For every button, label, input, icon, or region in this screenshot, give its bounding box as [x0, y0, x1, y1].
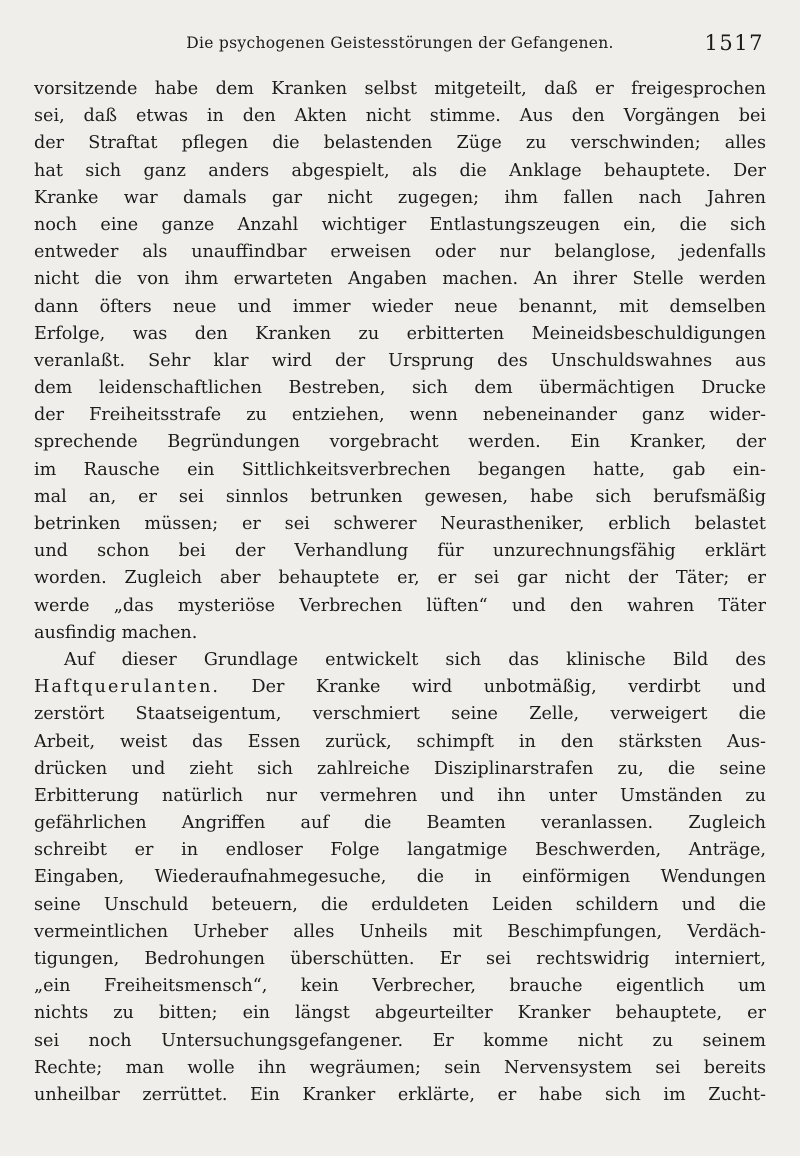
- text-line: Auf dieser Grundlage entwickelt sich das klinische Bild des: [64, 649, 766, 670]
- running-title: Die psychogenen Geistesstörungen der Gefangenen.: [186, 34, 614, 52]
- running-head: [34, 30, 766, 60]
- text-line: Eingaben, Wiederaufnahmegesuche, die in einförmigen Wendungen: [34, 867, 766, 888]
- text-line: entweder als unauffindbar erweisen oder nur belanglose, jedenfalls: [34, 242, 766, 263]
- text-line: im Rausche ein Sittlichkeitsverbrechen begangen hatte, gab ein-: [34, 459, 766, 480]
- text-line: „ein Freiheitsmensch“, kein Verbrecher, brauche eigentlich um: [34, 976, 766, 997]
- text-line: [34, 674, 766, 701]
- text-line: Erbitterung natürlich nur vermehren und ihn unter Umständen zu: [34, 785, 766, 806]
- text-line: Erfolge, was den Kranken zu erbitterten Meineidsbeschuldigungen: [34, 323, 766, 344]
- text-line: tigungen, Bedrohungen überschütten. Er sei rechtswidrig interniert,: [34, 949, 766, 969]
- text-line: werde „das mysteriöse Verbrechen lüften“ und den wahren Täter: [34, 595, 766, 616]
- text-line: schreibt er in endloser Folge langatmige Beschwerden, Anträge,: [34, 840, 766, 861]
- text-line: drücken und zieht sich zahlreiche Disziplinarstrafen zu, die seine: [34, 758, 766, 779]
- text-line: hat sich ganz anders abgespielt, als die Anklage behauptete. Der: [34, 160, 766, 181]
- text-line: betrinken müssen; er sei schwerer Neurastheniker, erblich belastet: [34, 514, 766, 534]
- text-line: sei noch Untersuchungsgefangener. Er komme nicht zu seinem: [34, 1030, 766, 1051]
- text-line: ausfindig machen.: [34, 622, 198, 643]
- spaced-term: Haftquerulanten.: [34, 677, 221, 698]
- text-line: Arbeit, weist das Essen zurück, schimpft in den stärksten Aus-: [34, 731, 766, 752]
- text-line: vorsitzende habe dem Kranken selbst mitgeteilt, daß er freigesprochen: [34, 79, 766, 99]
- text-line: dem leidenschaftlichen Bestreben, sich dem übermächtigen Drucke: [34, 378, 766, 399]
- text-line: veranlaßt. Sehr klar wird der Ursprung des Unschuldswahnes aus: [34, 350, 766, 371]
- text-line: sei, daß etwas in den Akten nicht stimme. Aus den Vorgängen bei: [34, 106, 766, 127]
- text-line: Rechte; man wolle ihn wegräumen; sein Nervensystem sei bereits: [34, 1057, 766, 1078]
- text-line: seine Unschuld beteuern, die erduldeten Leiden schildern und die: [34, 894, 766, 915]
- text-line: und schon bei der Verhandlung für unzurechnungsfähig erklärt: [34, 541, 766, 562]
- text-line: nicht die von ihm erwarteten Angaben machen. An ihrer Stelle werden: [34, 269, 766, 290]
- paragraph-2: [34, 647, 766, 1109]
- text-line: dann öfters neue und immer wieder neue benannt, mit demselben: [34, 296, 766, 317]
- text-segment: Der Kranke wird unbotmäßig, verdirbt und: [251, 677, 766, 698]
- text-line: vermeintlichen Urheber alles Unheils mit Beschimpfungen, Verdäch-: [34, 921, 766, 942]
- text-line: noch eine ganze Anzahl wichtiger Entlastungszeugen ein, die sich: [34, 214, 766, 235]
- text-line: unheilbar zerrüttet. Ein Kranker erklärte, er habe sich im Zucht-: [34, 1084, 766, 1105]
- paragraph-1: [34, 76, 766, 647]
- text-line: Kranke war damals gar nicht zugegen; ihm fallen nach Jahren: [34, 187, 766, 208]
- text-line: zerstört Staatseigentum, verschmiert seine Zelle, verweigert die: [34, 704, 766, 725]
- text-line: mal an, er sei sinnlos betrunken gewesen, habe sich berufsmäßig: [34, 486, 766, 507]
- body-text: [34, 76, 766, 1109]
- text-line: worden. Zugleich aber behauptete er, er sei gar nicht der Täter; er: [34, 568, 766, 589]
- text-line: sprechende Begründungen vorgebracht werden. Ein Kranker, der: [34, 432, 766, 453]
- text-line: der Straftat pflegen die belastenden Züge zu verschwinden; alles: [34, 133, 766, 154]
- text-line: gefährlichen Angriffen auf die Beamten veranlassen. Zugleich: [34, 813, 766, 834]
- text-line: der Freiheitsstrafe zu entziehen, wenn nebeneinander ganz wider-: [34, 405, 766, 426]
- page-number: 1517: [704, 31, 764, 55]
- text-line: nichts zu bitten; ein längst abgeurteilter Kranker behauptete, er: [34, 1003, 766, 1024]
